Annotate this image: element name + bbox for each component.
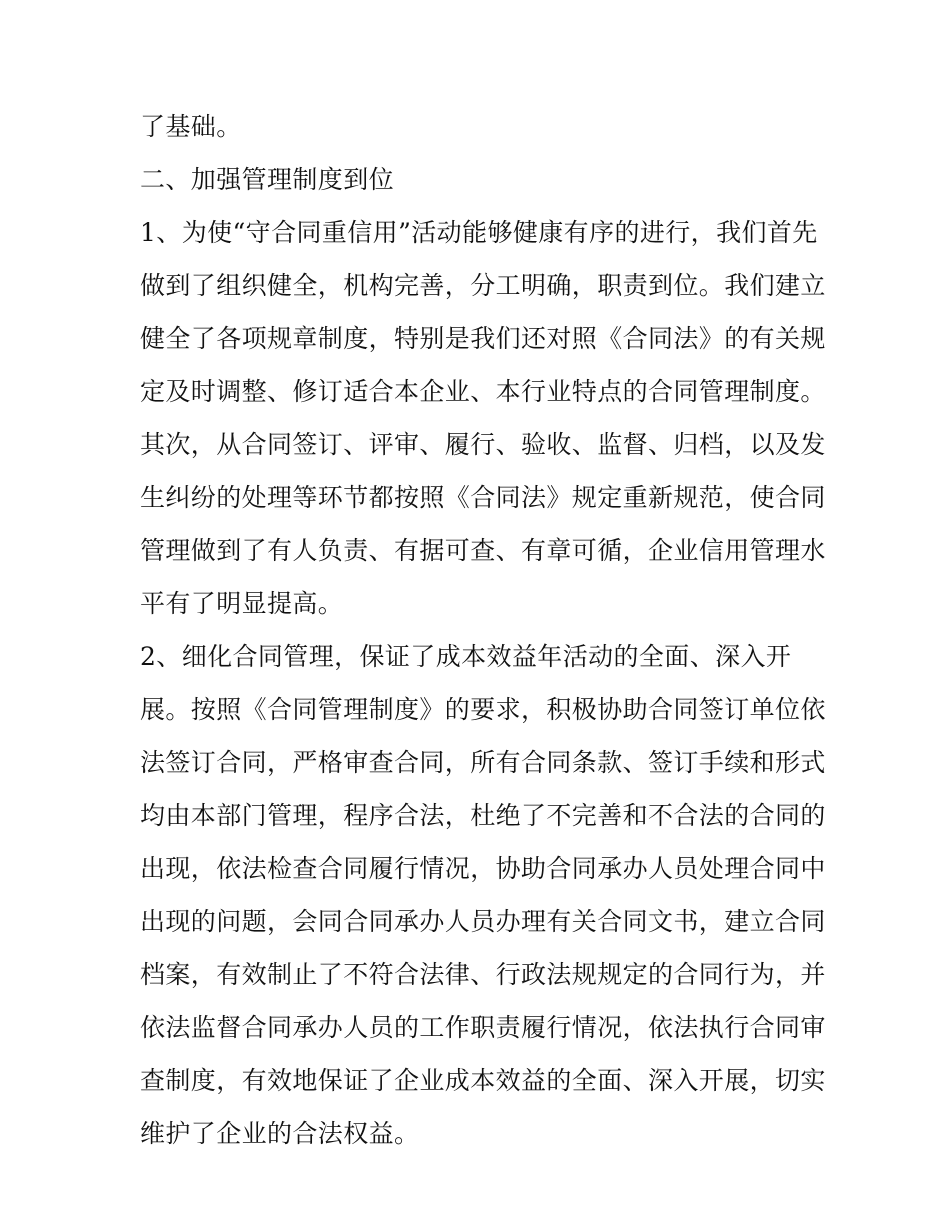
- text-line: 出现，依法检查合同履行情况，协助合同承办人员处理合同中: [140, 854, 826, 883]
- text-line: 生纠纷的处理等环节都按照《合同法》规定重新规范，使合同: [140, 483, 826, 512]
- text-line: 出现的问题，会同合同承办人员办理有关合同文书，建立合同: [140, 907, 826, 936]
- text-line: 2、细化合同管理，保证了成本效益年活动的全面、深入开: [140, 642, 792, 671]
- text-line: 依法监督合同承办人员的工作职责履行情况，依法执行合同审: [140, 1013, 826, 1042]
- section-heading: 二、加强管理制度到位: [140, 165, 395, 194]
- text-line: 档案，有效制止了不符合法律、行政法规规定的合同行为，并: [140, 960, 826, 989]
- text-line: 展。按照《合同管理制度》的要求，积极协助合同签订单位依: [140, 695, 826, 724]
- text-line: 平有了明显提高。: [140, 589, 344, 618]
- text-line: 维护了企业的合法权益。: [140, 1119, 420, 1148]
- text-line: 了基础。: [140, 112, 242, 141]
- text-line: 1、为使“守合同重信用”活动能够健康有序的进行，我们首先: [140, 218, 818, 247]
- text-line: 法签订合同，严格审查合同，所有合同条款、签订手续和形式: [140, 748, 826, 777]
- text-line: 查制度，有效地保证了企业成本效益的全面、深入开展，切实: [140, 1066, 826, 1095]
- text-line: 其次，从合同签订、评审、履行、验收、监督、归档，以及发: [140, 430, 826, 459]
- text-line: 定及时调整、修订适合本企业、本行业特点的合同管理制度。: [140, 377, 826, 406]
- text-line: 管理做到了有人负责、有据可查、有章可循，企业信用管理水: [140, 536, 826, 565]
- text-line: 健全了各项规章制度，特别是我们还对照《合同法》的有关规: [140, 324, 826, 353]
- text-line: 做到了组织健全，机构完善，分工明确，职责到位。我们建立: [140, 271, 826, 300]
- text-line: 均由本部门管理，程序合法，杜绝了不完善和不合法的合同的: [140, 801, 826, 830]
